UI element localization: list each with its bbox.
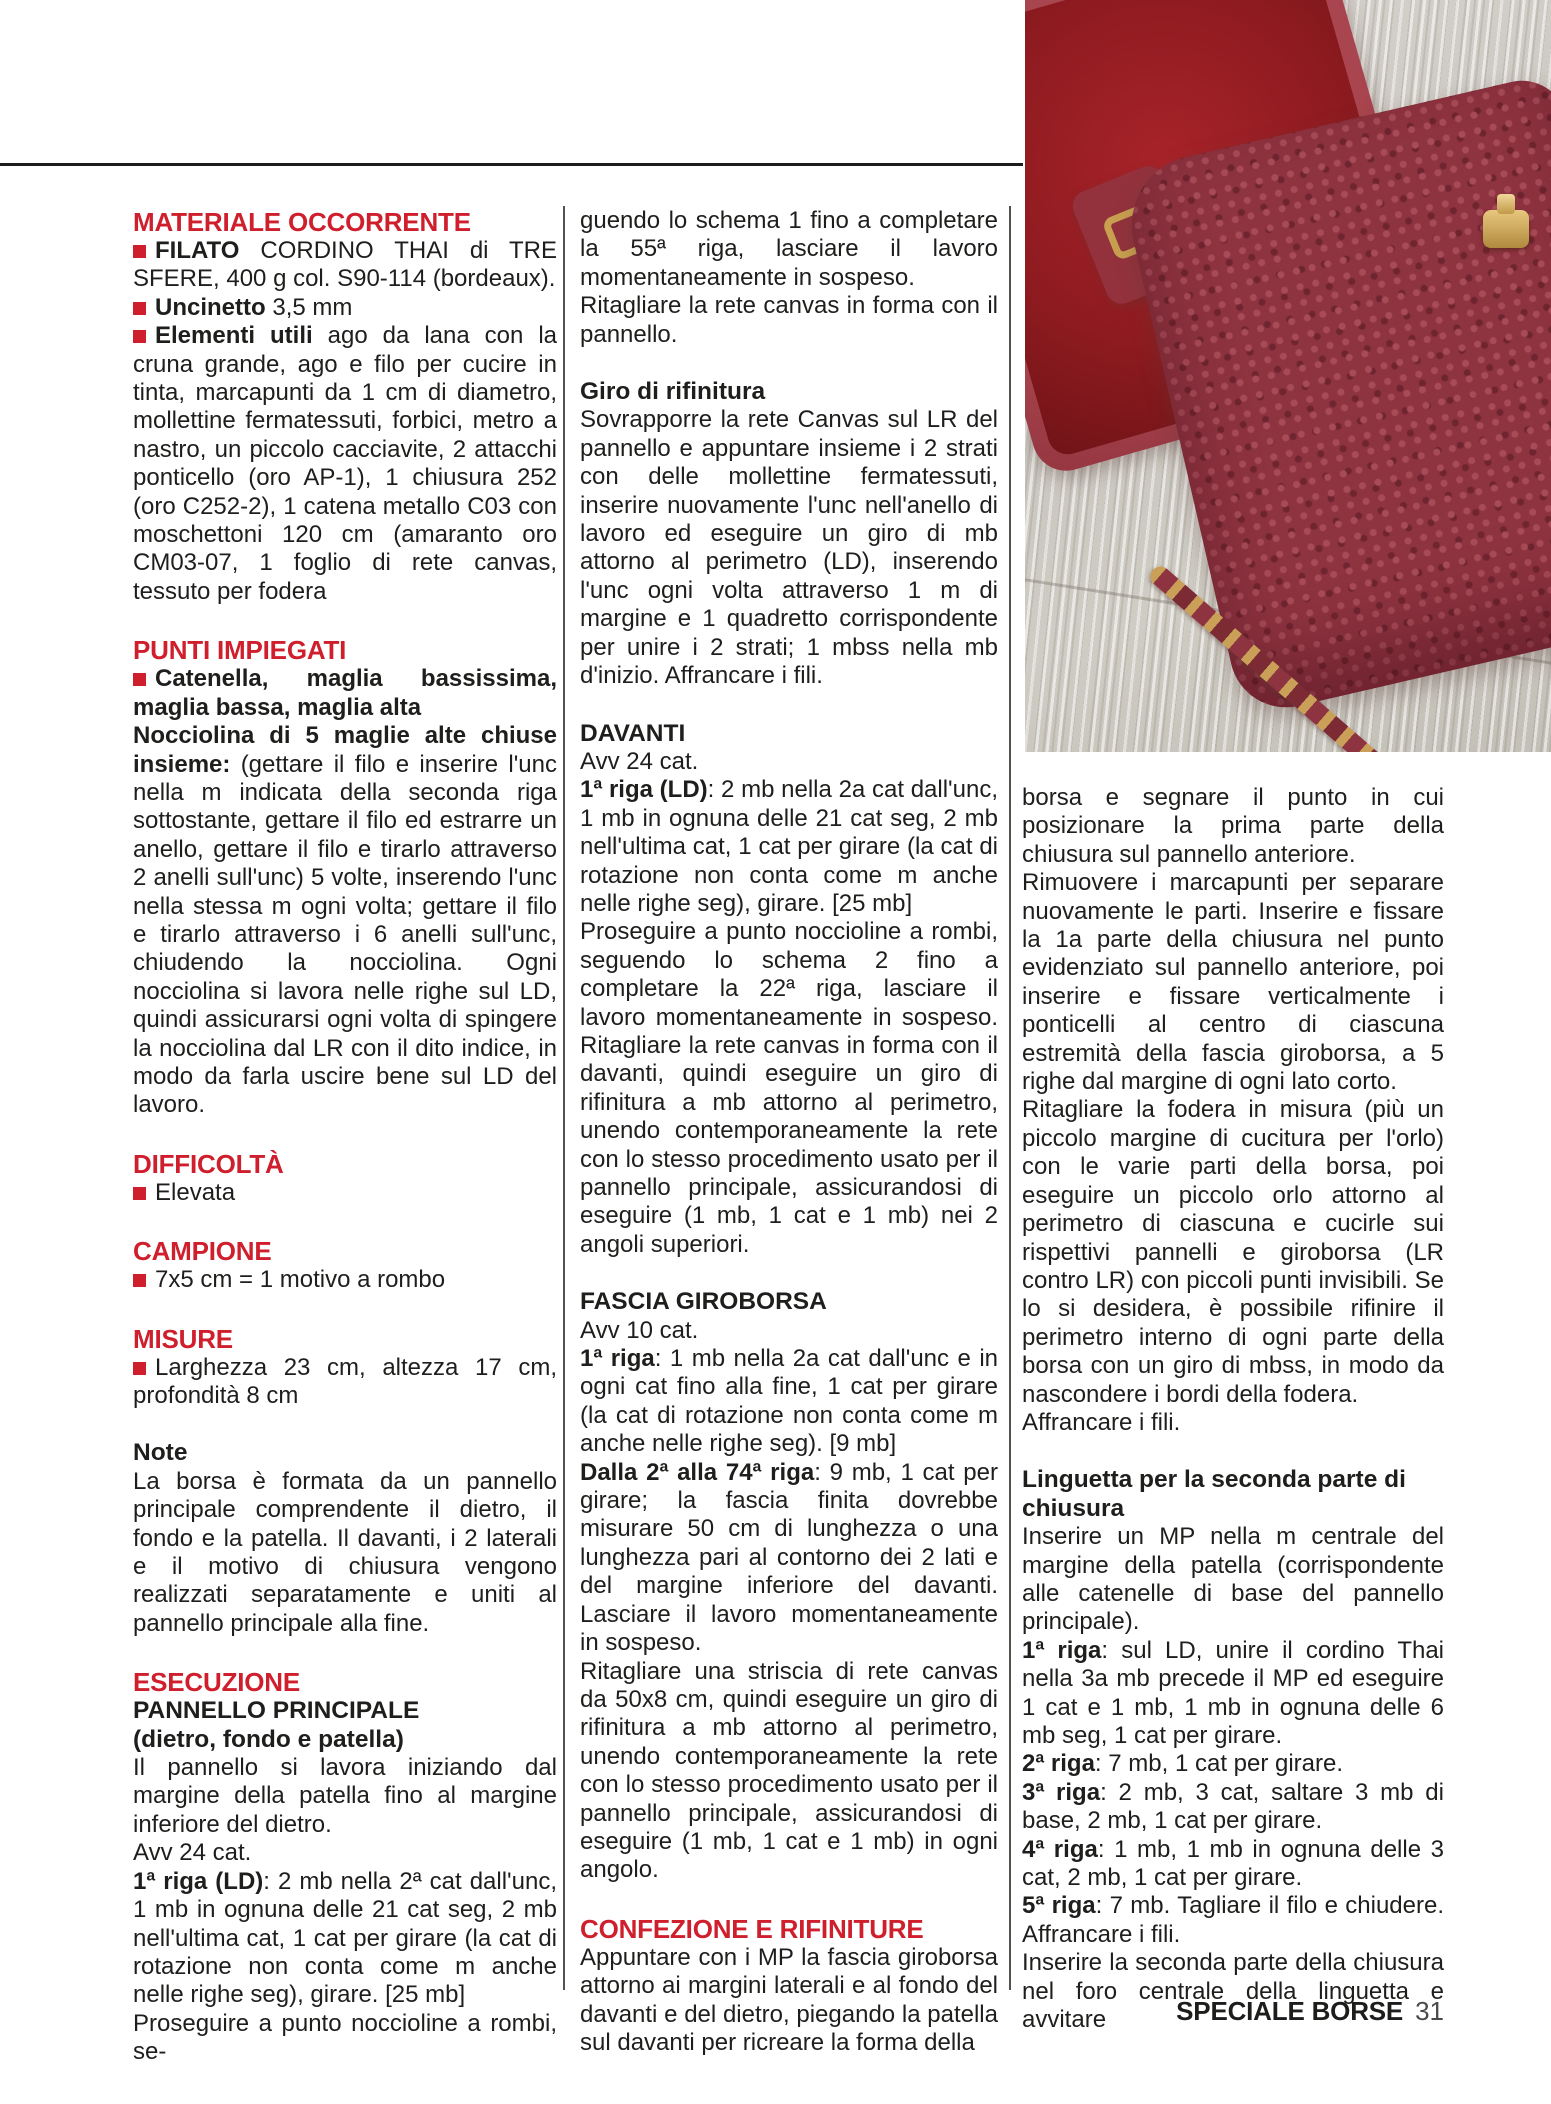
red-square-bullet [133,330,146,343]
section-heading-bold: Giro di rifinitura [580,378,766,406]
body-paragraph: La borsa è formata da un pannello principale comprendente il dietro, il fondo e la patella. Il davanti, i 2 laterali e il motivo di chiusura vengono realizzati separatamente e uniti al pannello principale alla fine. [133,1467,557,1637]
gold-turnlock [1483,210,1529,248]
body-paragraph: Catenella, maglia bassissima, maglia bassa, maglia alta [133,665,557,721]
bag-photo [1025,0,1551,752]
body-paragraph: FILATO CORDINO THAI di TRE SFERE, 400 g col. S90-114 (bordeaux). [133,237,557,293]
body-paragraph: 4ª riga: 1 mb, 1 mb in ognuna delle 3 cat, 2 mb, 1 cat per girare. [1022,1835,1444,1892]
red-square-bullet [133,673,146,686]
body-paragraph: 3ª riga: 2 mb, 3 cat, saltare 3 mb di base, 2 mb, 1 cat per girare. [1022,1778,1444,1835]
section-heading-bold: Linguetta per la seconda parte di chiusura [1022,1466,1406,1522]
body-paragraph: Inserire un MP nella m centrale del margine della patella (corrispondente alle catenelle di base del pannello principale). [1022,1523,1444,1636]
body-paragraph: Proseguire a punto noccioline a rombi, se- [133,2009,557,2066]
body-paragraph: Larghezza 23 cm, altezza 17 cm, profondità 8 cm [133,1353,557,1409]
body-paragraph: Elementi utili ago da lana con la cruna grande, ago e filo per cucire in tinta, marcapunti da 1 cm di diametro, mollettine fermatessuti, forbici, metro a nastro, un piccolo cacciavite, 2 attacchi ponticello (oro AP-1), 1 chiusura 252 (oro C252-2), 1 catena metallo C03 con moschettoni 120 cm (amaranto oro CM03-07, 1 foglio di rete canvas, tessuto per fodera [133,322,558,605]
column-left [133,207,557,2067]
column-middle [580,207,998,2057]
body-paragraph: Avv 10 cat. [580,1316,699,1344]
body-paragraph: Appuntare con i MP la fascia giroborsa attorno ai margini laterali e al fondo del davanti e del dietro, piegando la patella sul davanti per ricreare la forma della [580,1943,998,2056]
body-paragraph: Affrancare i fili. [1022,1408,1181,1436]
section-heading-bold: (dietro, fondo e patella) [133,1725,404,1753]
section-heading-red: DIFFICOLTÀ [133,1148,284,1179]
section-heading-bold: Note [133,1439,188,1467]
section-heading-red: PUNTI IMPIEGATI [133,635,347,666]
body-paragraph: Rimuovere i marcapunti per separare nuovamente le parti. Inserire e fissare la 1a parte della chiusura nel punto evidenziato sul pannello anteriore, poi inserire e fissare verticalmente i ponticelli al centro di ciascuna estremità della fascia giroborsa, a 5 righe dal margine di ogni lato corto. [1022,869,1444,1096]
body-paragraph: 1ª riga: sul LD, unire il cordino Thai nella 3a mb precede il MP ed eseguire 1 cat e 1 mb, 1 mb in ognuna delle 6 mb seg, 1 cat per girare. [1022,1636,1445,1749]
body-paragraph: Ritagliare la rete canvas in forma con il pannello. [580,292,998,348]
body-paragraph: Avv 24 cat. [580,747,699,775]
body-paragraph: Nocciolina di 5 maglie alte chiuse insieme: (gettare il filo e inserire l'unc nella m indicata della seconda riga sottostante, gettare il filo ed estrarre un anello, gettare il filo e tirarlo attraverso 2 anelli sull'unc) 5 volte, inserendo l'unc nella stessa m ogni volta; gettare il filo e tirarlo attraverso i 6 anelli sull'unc, chiudendo la nocciolina. Ogni nocciolina si lavora nelle righe sul LD, quindi assicurarsi ogni volta di spingere la nocciolina dal LR con il dito indice, in modo da farla uscire bene sul LD del lavoro. [133,722,557,1119]
body-paragraph: Elevata [133,1179,557,1207]
column-divider [1009,206,1011,1990]
body-paragraph: 5ª riga: 7 mb. Tagliare il filo e chiudere. Affrancare i fili. [1022,1892,1445,1948]
body-paragraph: Sovrapporre la rete Canvas sul LR del pannello e appuntare insieme i 2 strati con delle mollettine fermatessuti, inserire nuovamente l'unc nell'anello di lavoro ed eseguire un giro di mb attorno al perimetro (LD), inserendo l'unc ogni volta attraverso 1 m di margine e 1 quadretto corrispondente per unire i 2 strati; 1 mbss nella mb d'inizio. Affrancare i fili. [580,406,998,690]
body-paragraph: 2ª riga: 7 mb, 1 cat per girare. [1022,1750,1344,1778]
body-paragraph: 1ª riga (LD): 2 mb nella 2a cat dall'unc, 1 mb in ognuna delle 21 cat seg, 2 mb nell'ultima cat, 1 cat per girare (la cat di rotazione non conta come m anche nelle righe seg), girare. [25 mb] [580,776,998,917]
red-square-bullet [133,1362,146,1375]
red-square-bullet [133,245,146,258]
bag-body-crochet [1118,72,1551,719]
body-paragraph: Il pannello si lavora iniziando dal margine della patella fino al margine inferiore del dietro. [133,1754,557,1838]
body-paragraph: guendo lo schema 1 fino a completare la 55ª riga, lasciare il lavoro momentaneamente in sospeso. [580,207,998,291]
section-heading-bold: PANNELLO PRINCIPALE [133,1697,420,1725]
body-paragraph: Dalla 2ª alla 74ª riga: 9 mb, 1 cat per girare; la fascia finita dovrebbe misurare 50 cm di lunghezza o una lunghezza pari al contorno dei 2 lati e del margine inferiore del davanti. Lasciare il lavoro momentaneamente in sospeso. [580,1458,998,1657]
body-paragraph: 7x5 cm = 1 motivo a rombo [133,1266,557,1294]
red-square-bullet [133,1187,146,1200]
footer-brand: SPECIALE BORSE [1176,1996,1404,2026]
section-heading-red: MATERIALE OCCORRENTE [133,207,471,237]
body-paragraph: Inserire la seconda parte della chiusura nel foro centrale della linguetta e avvitare [1022,1949,1444,2034]
red-square-bullet [133,302,146,315]
section-heading-red: MISURE [133,1323,233,1354]
body-paragraph: 1ª riga: 1 mb nella 2a cat dall'unc e in ogni cat fino alla fine, 1 cat per girare (la cat di rotazione non conta come m anche nelle righe seg). [9 mb] [580,1345,999,1458]
body-paragraph: borsa e segnare il punto in cui posizionare la prima parte della chiusura sul pannello anteriore. [1022,784,1444,868]
column-right [1022,784,1444,2034]
column-divider [563,206,565,1990]
page-number: 31 [1415,1996,1444,2026]
body-paragraph: Ritagliare una striscia di rete canvas da 50x8 cm, quindi eseguire un giro di rifinitura a mb attorno al perimetro, unendo contemporaneamente la rete con lo stesso procedimento usato per il pannello principale, assicurandosi di eseguire (1 mb, 1 cat e 1 mb) in ogni angolo. [580,1657,998,1884]
section-heading-red: ESECUZIONE [133,1667,301,1698]
body-paragraph: Avv 24 cat. [133,1839,252,1867]
section-heading-red: CONFEZIONE E RIFINITURE [580,1913,924,1944]
body-paragraph: Uncinetto 3,5 mm [133,294,557,322]
body-paragraph: Proseguire a punto noccioline a rombi, seguendo lo schema 2 fino a completare la 22ª riga, lasciare il lavoro momentaneamente in sospeso. Ritagliare la rete canvas in forma con il davanti, quindi eseguire un giro di rifinitura a mb attorno al perimetro, unendo contemporaneamente la rete con lo stesso procedimento usato per il pannello principale, assicurandosi di eseguire (1 mb, 1 cat e 1 mb) nei 2 angoli superiori. [580,918,998,1258]
page-footer [1022,1996,1444,2026]
red-square-bullet [133,1274,146,1287]
section-heading-bold: DAVANTI [580,719,686,747]
section-heading-bold: FASCIA GIROBORSA [580,1288,827,1316]
section-heading-red: CAMPIONE [133,1236,272,1267]
top-rule [0,163,1023,166]
body-paragraph: Ritagliare la fodera in misura (più un piccolo margine di cucitura per l'orlo) con le varie parti della borsa, poi eseguire un piccolo orlo attorno al perimetro di ciascuna e cucirle sui rispettivi pannelli e giroborsa (LR contro LR) con piccoli punti invisibili. Se lo si desidera, è possibile rifinire il perimetro interno di ogni parte della borsa con un giro di mbss, in modo da nascondere i bordi della fodera. [1022,1096,1444,1408]
body-paragraph: 1ª riga (LD): 2 mb nella 2ª cat dall'unc, 1 mb in ognuna delle 21 cat seg, 2 mb nell'ultima cat, 1 cat per girare (la cat di rotazione non conta come m anche nelle righe seg), girare. [25 mb] [133,1867,557,2009]
